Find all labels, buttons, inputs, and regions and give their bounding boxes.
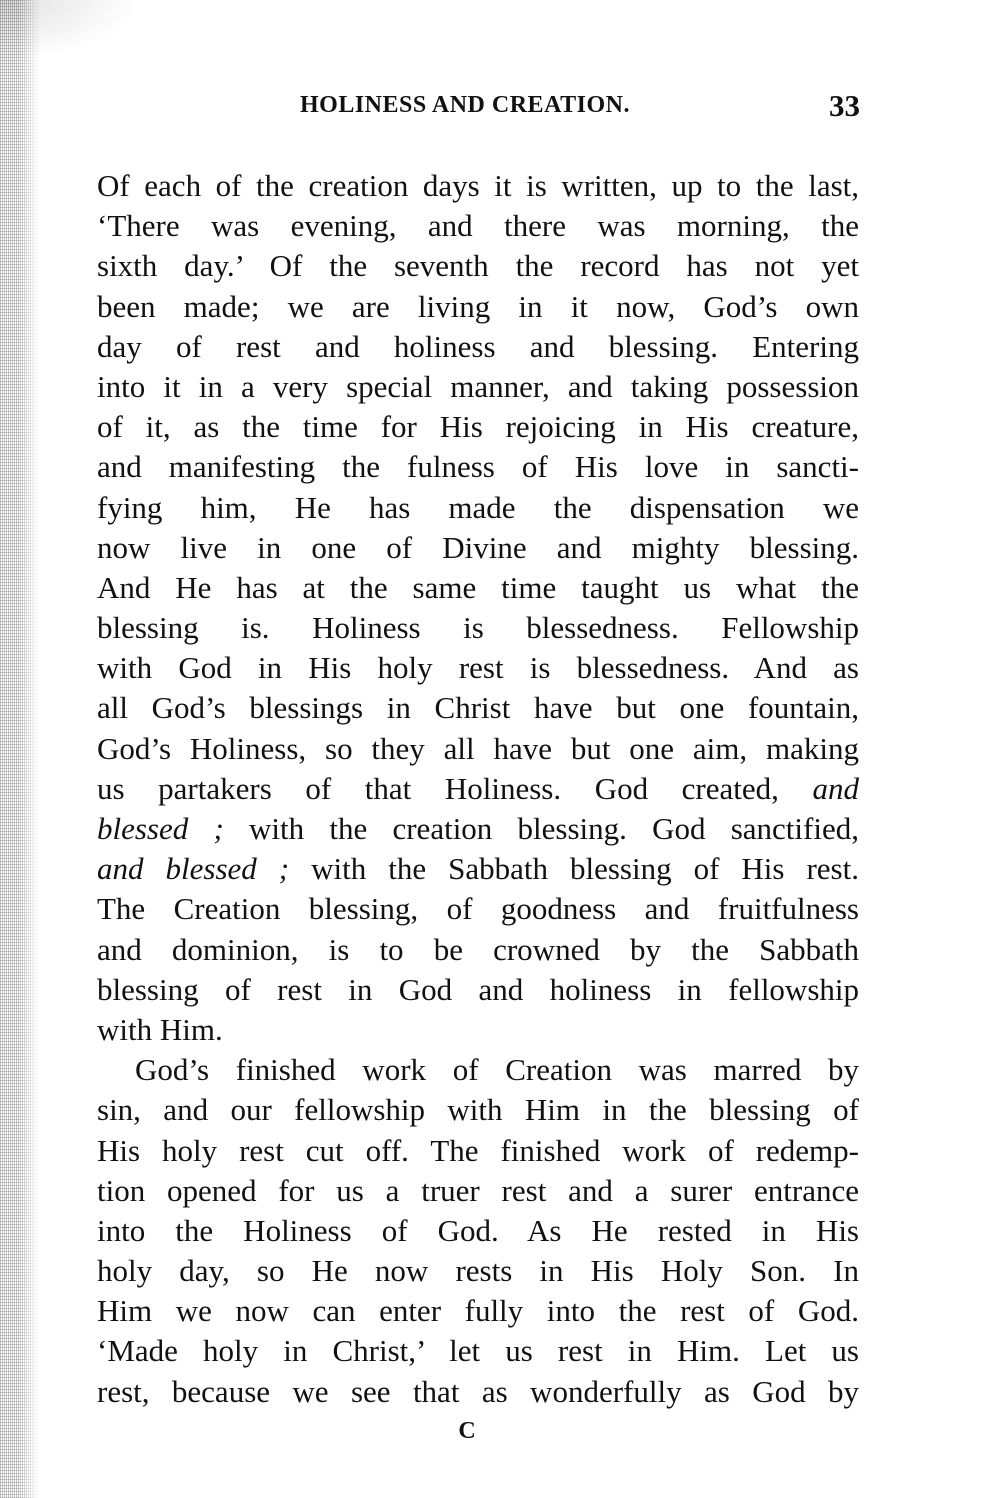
text-line: Of each of the creation days it is written, up to the last, — [97, 168, 859, 203]
text-line: and manifesting the fulness of His love in sancti- — [97, 449, 859, 485]
italic-emphasis: blessed ; — [97, 811, 224, 846]
text-line: sin, and our fellowship with Him in the blessing of — [97, 1092, 859, 1128]
italic-emphasis: and blessed ; — [97, 851, 290, 887]
italic-emphasis: and — [812, 770, 859, 806]
text-line: into it in a very special manner, and taking possession — [97, 368, 859, 404]
text-line: holy day, so He now rests in His Holy Son. In — [97, 1253, 859, 1289]
text-line: And He has at the same time taught us what the — [97, 569, 859, 605]
text-line: Him we now can enter fully into the rest of God. — [97, 1293, 859, 1329]
text-line: sixth day.’ Of the seventh the record has not yet — [97, 248, 859, 284]
text-line: fying him, He has made the dispensation we — [97, 489, 859, 525]
scan-corner-speck — [0, 0, 140, 60]
running-head — [100, 88, 860, 128]
text-line: His holy rest cut off. The finished work of redemp- — [97, 1132, 859, 1168]
text-line: blessed ; with the creation blessing. God sanctified, — [97, 811, 859, 846]
text-line: The Creation blessing, of goodness and fruitfulness — [97, 891, 859, 927]
text-line: been made; we are living in it now, God’s own — [97, 288, 859, 324]
running-title: HOLINESS AND CREATION. — [300, 92, 630, 118]
text-line: and dominion, is to be crowned by the Sabbath — [97, 931, 859, 967]
text-line: ‘Made holy in Christ,’ let us rest in Him. Let us — [97, 1333, 859, 1369]
body-text — [97, 166, 859, 1412]
text-line: now live in one of Divine and mighty blessing. — [97, 529, 859, 565]
text-line: all God’s blessings in Christ have but one fountain, — [97, 690, 859, 726]
text-line: ‘There was evening, and there was morning, the — [97, 208, 859, 244]
page-number: 33 — [829, 88, 860, 123]
text-line: God’s finished work of Creation was marred by — [135, 1052, 859, 1088]
text-line: into the Holiness of God. As He rested in His — [97, 1212, 859, 1248]
text-line: with Him. — [97, 1011, 223, 1047]
text-line: blessing is. Holiness is blessedness. Fellowship — [97, 610, 859, 646]
text-line: blessing of rest in God and holiness in fellowship — [97, 971, 859, 1007]
text-line: day of rest and holiness and blessing. Entering — [97, 328, 859, 364]
signature-mark: C — [458, 1418, 476, 1444]
text-line: with God in His holy rest is blessedness. And as — [97, 650, 859, 686]
page-gutter-shadow — [0, 0, 40, 1498]
text-line: God’s Holiness, so they all have but one aim, making — [97, 730, 859, 766]
text-line: and blessed ; with the Sabbath blessing of His rest. — [97, 851, 859, 887]
text-line: us partakers of that Holiness. God created, and — [97, 770, 859, 806]
text-line: of it, as the time for His rejoicing in His creature, — [97, 409, 859, 445]
text-line: rest, because we see that as wonderfully as God by — [97, 1373, 859, 1409]
text-line: tion opened for us a truer rest and a surer entrance — [97, 1172, 859, 1208]
